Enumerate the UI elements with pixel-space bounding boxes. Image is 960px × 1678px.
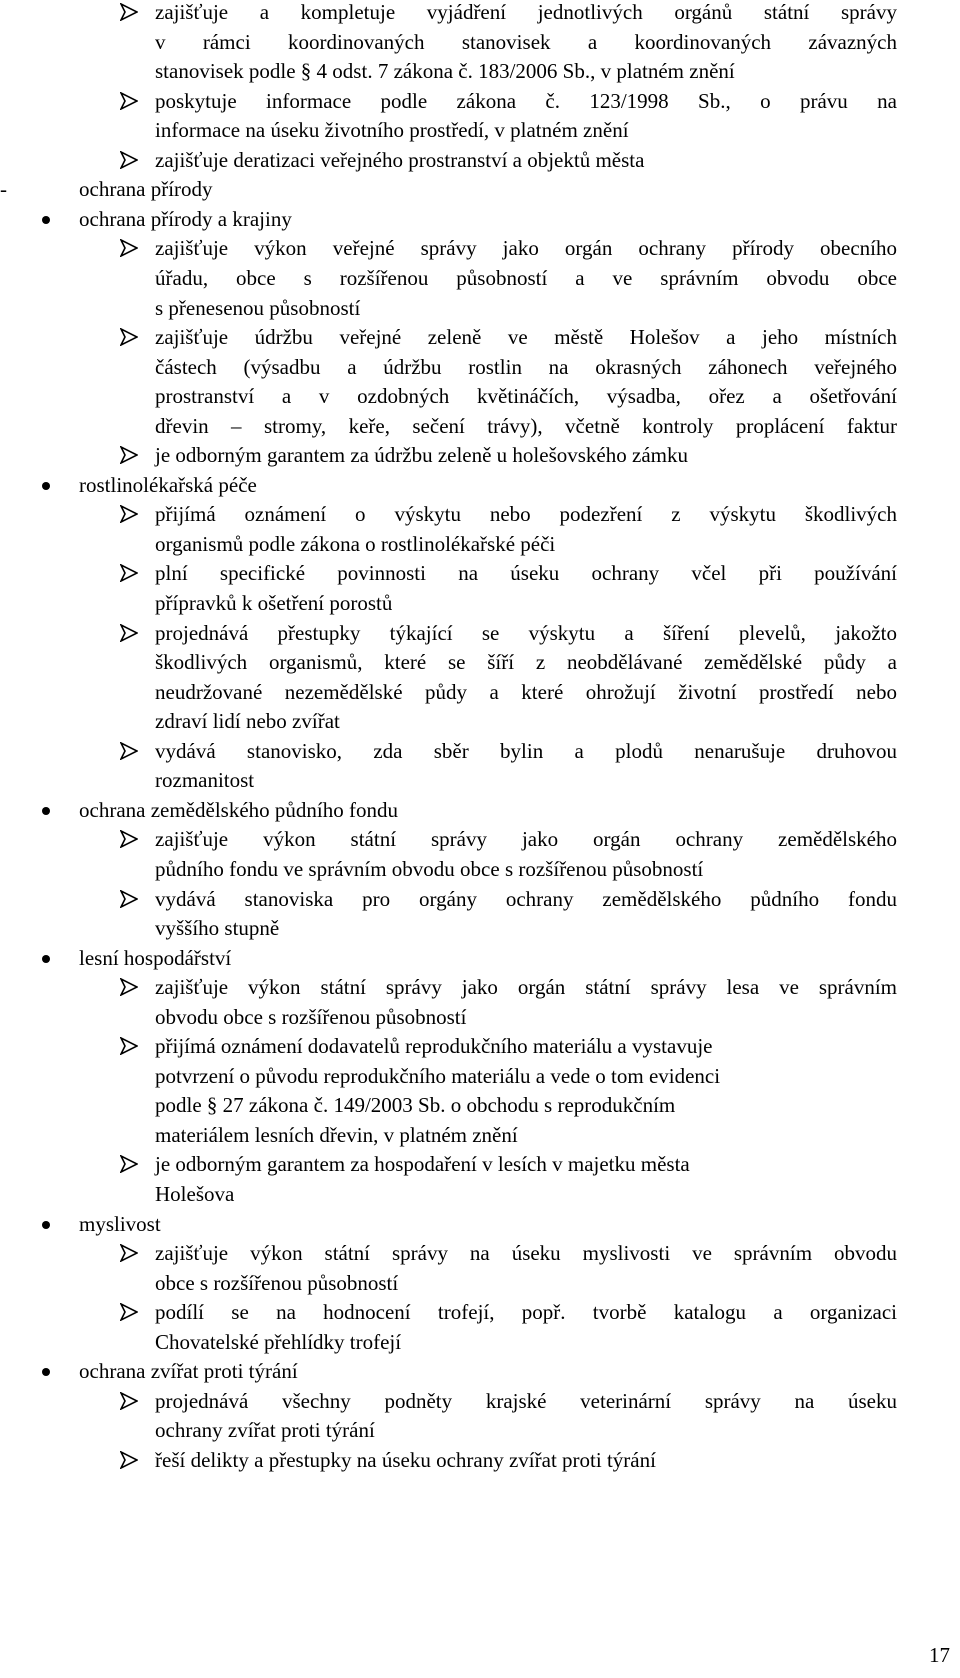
- text-line: [0, 115, 960, 146]
- bullet-icon: [42, 807, 50, 815]
- arrowhead-bullet-icon: [120, 92, 138, 110]
- line-text: obvodu obce s rozšířenou působností: [155, 1004, 467, 1029]
- text-line: [0, 1415, 960, 1446]
- line-text: řeší delikty a přestupky na úseku ochrany zvířat proti týrání: [155, 1447, 656, 1472]
- text-line: [0, 795, 960, 826]
- line-text: projednává všechny podněty krajské veterinární správy na úseku: [155, 1388, 897, 1413]
- line-text: organismů podle zákona o rostlinolékařské péči: [155, 531, 556, 556]
- line-text: zajišťuje výkon státní správy na úseku myslivosti ve správním obvodu: [155, 1241, 897, 1266]
- text-line: [0, 824, 960, 855]
- text-line: [0, 86, 960, 117]
- text-line: [0, 27, 960, 58]
- arrowhead-bullet-icon: [120, 151, 138, 169]
- line-text: podílí se na hodnocení trofejí, popř. tvorbě katalogu a organizaci: [155, 1300, 897, 1325]
- line-text: je odborným garantem za údržbu zeleně u holešovského zámku: [155, 443, 688, 468]
- line-text: ochrana zemědělského půdního fondu: [79, 797, 398, 822]
- bullet-icon: [42, 1221, 50, 1229]
- arrowhead-bullet-icon: [120, 1392, 138, 1410]
- text-line: [0, 558, 960, 589]
- text-line: [0, 0, 960, 28]
- bullet-icon: [42, 482, 50, 490]
- line-text: rozmanitost: [155, 768, 255, 793]
- arrowhead-bullet-icon: [120, 446, 138, 464]
- line-text: vydává stanovisko, zda sběr bylin a plodů nenarušuje druhovou: [155, 738, 897, 763]
- text-line: [0, 1149, 960, 1180]
- text-line: [0, 1209, 960, 1240]
- line-text: materiálem lesních dřevin, v platném znění: [155, 1122, 518, 1147]
- arrowhead-bullet-icon: [120, 1244, 138, 1262]
- text-line: [0, 233, 960, 264]
- arrowhead-bullet-icon: [120, 1037, 138, 1055]
- line-text: ochrana zvířat proti týrání: [79, 1359, 298, 1384]
- text-line: [0, 854, 960, 885]
- text-line: [0, 1090, 960, 1121]
- line-text: Holešova: [155, 1182, 235, 1206]
- arrowhead-bullet-icon: [120, 564, 138, 582]
- arrowhead-bullet-icon: [120, 239, 138, 257]
- arrowhead-bullet-icon: [120, 890, 138, 908]
- line-text: potvrzení o původu reprodukčního materiálu a vede o tom evidenci: [155, 1063, 721, 1088]
- text-line: [0, 174, 960, 205]
- text-line: [0, 322, 960, 353]
- bullet-icon: [42, 216, 50, 224]
- text-line: [0, 56, 960, 87]
- line-text: zajišťuje výkon státní správy jako orgán státní správy lesa ve správním: [155, 975, 897, 1000]
- text-line: [0, 588, 960, 619]
- arrowhead-bullet-icon: [120, 1303, 138, 1321]
- line-text: ochrany zvířat proti týrání: [155, 1418, 375, 1443]
- text-line: [0, 263, 960, 294]
- arrowhead-bullet-icon: [120, 3, 138, 21]
- page-number: 17: [929, 1643, 950, 1667]
- line-text: vyššího stupně: [155, 916, 280, 941]
- text-line: [0, 1031, 960, 1062]
- arrowhead-bullet-icon: [120, 1451, 138, 1469]
- line-text: je odborným garantem za hospodaření v lesích v majetku města: [155, 1152, 690, 1177]
- line-text: přijímá oznámení o výskytu nebo podezření z výskytu škodlivých: [155, 502, 897, 527]
- text-line: [0, 736, 960, 767]
- text-line: [0, 765, 960, 796]
- text-line: [0, 352, 960, 383]
- line-text: poskytuje informace podle zákona č. 123/1998 Sb., o právu na: [155, 88, 897, 113]
- line-text: prostranství a v ozdobných květináčích, výsadba, ořez a ošetřování: [155, 384, 897, 409]
- line-text: zajišťuje deratizaci veřejného prostranství a objektů města: [155, 147, 645, 172]
- text-line: [0, 1356, 960, 1387]
- text-line: [0, 1179, 960, 1210]
- text-line: [0, 293, 960, 324]
- line-text: plní specifické povinnosti na úseku ochrany včel při používání: [155, 561, 897, 586]
- dash-marker: -: [0, 177, 7, 202]
- line-text: podle § 27 zákona č. 149/2003 Sb. o obchodu s reprodukčním: [155, 1093, 676, 1118]
- text-line: [0, 677, 960, 708]
- line-text: zdraví lidí nebo zvířat: [155, 709, 340, 734]
- text-line: [0, 499, 960, 530]
- line-text: zajišťuje a kompletuje vyjádření jednotlivých orgánů státní správy: [155, 0, 897, 24]
- line-text: zajišťuje výkon veřejné správy jako orgán ochrany přírody obecního: [155, 236, 897, 261]
- line-text: vydává stanoviska pro orgány ochrany zemědělského půdního fondu: [155, 886, 897, 911]
- line-text: dřevin – stromy, keře, sečení trávy), včetně kontroly proplácení faktur: [155, 413, 897, 438]
- line-text: informace na úseku životního prostředí, v platném znění: [155, 118, 629, 143]
- bullet-icon: [42, 955, 50, 963]
- text-line: [0, 1120, 960, 1151]
- text-line: [0, 440, 960, 471]
- line-text: škodlivých organismů, které se šíří z neobdělávané zemědělské půdy a: [155, 650, 897, 675]
- arrowhead-bullet-icon: [120, 830, 138, 848]
- line-text: přijímá oznámení dodavatelů reprodukčního materiálu a vystavuje: [155, 1034, 713, 1059]
- line-text: rostlinolékařská péče: [79, 472, 257, 497]
- text-line: [0, 943, 960, 974]
- text-line: [0, 1386, 960, 1417]
- text-line: [0, 1061, 960, 1092]
- line-text: úřadu, obce s rozšířenou působností a ve správním obvodu obce: [155, 265, 897, 290]
- line-text: v rámci koordinovaných stanovisek a koordinovaných závazných: [155, 29, 897, 54]
- arrowhead-bullet-icon: [120, 505, 138, 523]
- text-line: [0, 618, 960, 649]
- text-line: [0, 1268, 960, 1299]
- text-line: [0, 1002, 960, 1033]
- text-line: [0, 204, 960, 235]
- line-text: lesní hospodářství: [79, 945, 232, 970]
- text-line: [0, 381, 960, 412]
- line-text: půdního fondu ve správním obvodu obce s rozšířenou působností: [155, 856, 704, 881]
- arrowhead-bullet-icon: [120, 978, 138, 996]
- line-text: ochrana přírody a krajiny: [79, 206, 292, 231]
- arrowhead-bullet-icon: [120, 624, 138, 642]
- text-line: [0, 145, 960, 176]
- text-line: [0, 913, 960, 944]
- arrowhead-bullet-icon: [120, 742, 138, 760]
- line-text: přípravků k ošetření porostů: [155, 591, 393, 615]
- line-text: zajišťuje údržbu veřejné zeleně ve městě Holešov a jeho místních: [155, 325, 897, 350]
- text-line: [0, 470, 960, 501]
- text-line: [0, 1297, 960, 1328]
- arrowhead-bullet-icon: [120, 1155, 138, 1173]
- line-text: obce s rozšířenou působností: [155, 1270, 399, 1295]
- line-text: zajišťuje výkon státní správy jako orgán ochrany zemědělského: [155, 827, 897, 852]
- line-text: projednává přestupky týkající se výskytu a šíření plevelů, jakožto: [155, 620, 897, 645]
- line-text: myslivost: [79, 1211, 161, 1236]
- text-line: [0, 1327, 960, 1358]
- line-text: stanovisek podle § 4 odst. 7 zákona č. 183/2006 Sb., v platném znění: [155, 59, 735, 84]
- bullet-icon: [42, 1368, 50, 1376]
- text-line: [0, 884, 960, 915]
- line-text: částech (výsadbu a údržbu rostlin na okrasných záhonech veřejného: [155, 354, 897, 379]
- text-line: [0, 1238, 960, 1269]
- text-line: [0, 647, 960, 678]
- text-line: [0, 1445, 960, 1476]
- line-text: s přenesenou působností: [155, 295, 361, 320]
- text-line: [0, 529, 960, 560]
- arrowhead-bullet-icon: [120, 328, 138, 346]
- text-line: [0, 411, 960, 442]
- line-text: Chovatelské přehlídky trofejí: [155, 1329, 402, 1354]
- text-line: [0, 972, 960, 1003]
- line-text: neudržované nezemědělské půdy a které ohrožují životní prostředí nebo: [155, 679, 897, 704]
- text-line: [0, 706, 960, 737]
- line-text: ochrana přírody: [79, 177, 213, 202]
